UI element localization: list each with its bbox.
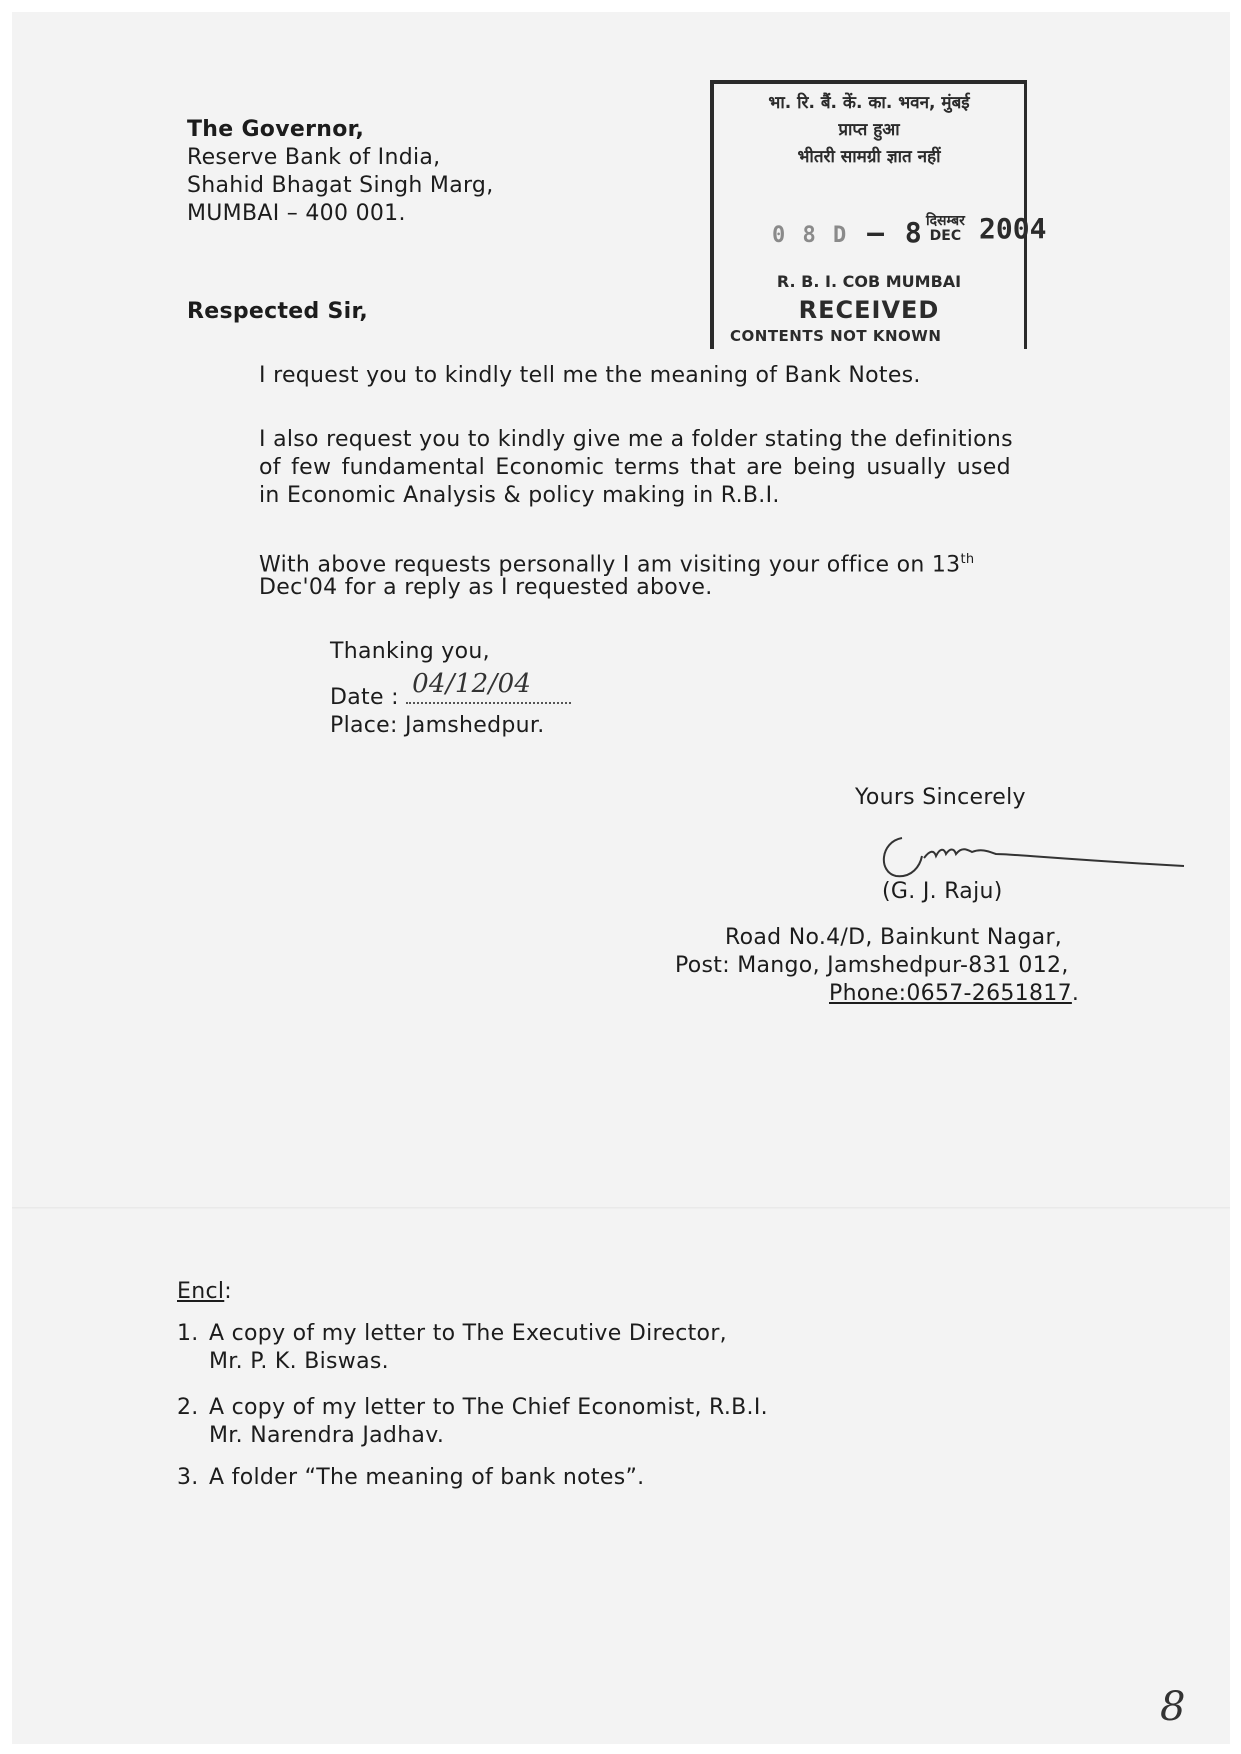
enclosures-heading-text: Encl xyxy=(177,1279,225,1304)
body-paragraph-2-line: of few fundamental Economic terms that are being usually used xyxy=(259,455,1011,480)
stamp-hindi-line: प्राप्त हुआ xyxy=(838,120,900,140)
enclosure-item xyxy=(177,1320,727,1376)
enclosures-heading-colon: : xyxy=(224,1279,232,1304)
stamp-day-value: 8 xyxy=(904,216,924,249)
body-paragraph-2-line: in Economic Analysis & policy making in R.B.I. xyxy=(259,483,780,508)
signer-name: (G. J. Raju) xyxy=(882,879,1003,904)
recipient-title: The Governor, xyxy=(187,117,365,142)
paper-fold xyxy=(12,1207,1230,1209)
signature xyxy=(872,820,1192,882)
stamp-year: 2004 xyxy=(979,212,1047,245)
salutation: Respected Sir, xyxy=(187,299,369,324)
phone-number: Phone:0657-2651817 xyxy=(829,981,1072,1006)
stamp-month xyxy=(926,214,965,244)
stamp-month-en: DEC xyxy=(929,228,962,244)
body-paragraph-1: I request you to kindly tell me the meaning of Bank Notes. xyxy=(259,363,921,388)
stamp-hindi-line: भीतरी सामग्री ज्ञात नहीं xyxy=(797,147,941,167)
date-field xyxy=(406,669,571,704)
enclosure-text: A copy of my letter to The Executive Director, xyxy=(209,1321,727,1346)
body-paragraph-3-text: With above requests personally I am visiting your office on 13 xyxy=(259,552,961,578)
date-value-handwritten: 04/12/04 xyxy=(412,669,532,699)
address-line: Post: Mango, Jamshedpur-831 012, xyxy=(675,953,1069,978)
stamp-hindi-line: भा. रि. बैं. कें. का. भवन, मुंबई xyxy=(768,93,970,113)
page-mark-handwritten: 8 xyxy=(1160,1684,1186,1730)
enclosure-number: 2. xyxy=(177,1395,199,1420)
thanking-text: Thanking you, xyxy=(330,639,490,664)
enclosure-item xyxy=(177,1394,768,1450)
yours-sincerely: Yours Sincerely xyxy=(855,785,1026,810)
stamp-hindi-text xyxy=(714,90,1024,171)
stamp-day-partial: 0 8 D xyxy=(772,223,849,248)
phone-suffix: . xyxy=(1071,981,1080,1006)
enclosure-item xyxy=(177,1464,644,1492)
body-paragraph-3-line: Dec'04 for a reply as I requested above. xyxy=(259,575,713,600)
enclosure-text: A folder “The meaning of bank notes”. xyxy=(209,1465,645,1490)
enclosures-heading xyxy=(177,1278,232,1306)
enclosure-number: 3. xyxy=(177,1465,199,1490)
date-label: Date : xyxy=(330,685,399,710)
enclosure-text: A copy of my letter to The Chief Economist, R.B.I. xyxy=(209,1395,768,1420)
recipient-line: Reserve Bank of India, xyxy=(187,145,441,170)
enclosure-subtext: Mr. P. K. Biswas. xyxy=(209,1349,389,1374)
stamp-received: RECEIVED xyxy=(798,296,940,324)
received-stamp xyxy=(710,80,1047,349)
recipient-line: Shahid Bhagat Singh Marg, xyxy=(187,173,494,198)
stamp-contents: CONTENTS NOT KNOWN xyxy=(730,327,942,345)
address-line: Road No.4/D, Bainkunt Nagar, xyxy=(725,925,1063,950)
body-paragraph-2-line: I also request you to kindly give me a folder stating the definitions xyxy=(259,427,1013,452)
date-line xyxy=(330,669,571,712)
enclosure-number: 1. xyxy=(177,1321,199,1346)
ordinal-suffix: th xyxy=(960,552,975,567)
stamp-day: 0 8 D – 8 xyxy=(772,216,924,249)
stamp-office: R. B. I. COB MUMBAI xyxy=(776,272,962,291)
place-text: Place: Jamshedpur. xyxy=(330,713,545,738)
letter-page xyxy=(12,12,1230,1744)
phone-line xyxy=(829,980,1079,1008)
stamp-month-hindi: दिसम्बर xyxy=(926,213,965,229)
recipient-line: MUMBAI – 400 001. xyxy=(187,201,406,226)
enclosure-subtext: Mr. Narendra Jadhav. xyxy=(209,1423,445,1448)
